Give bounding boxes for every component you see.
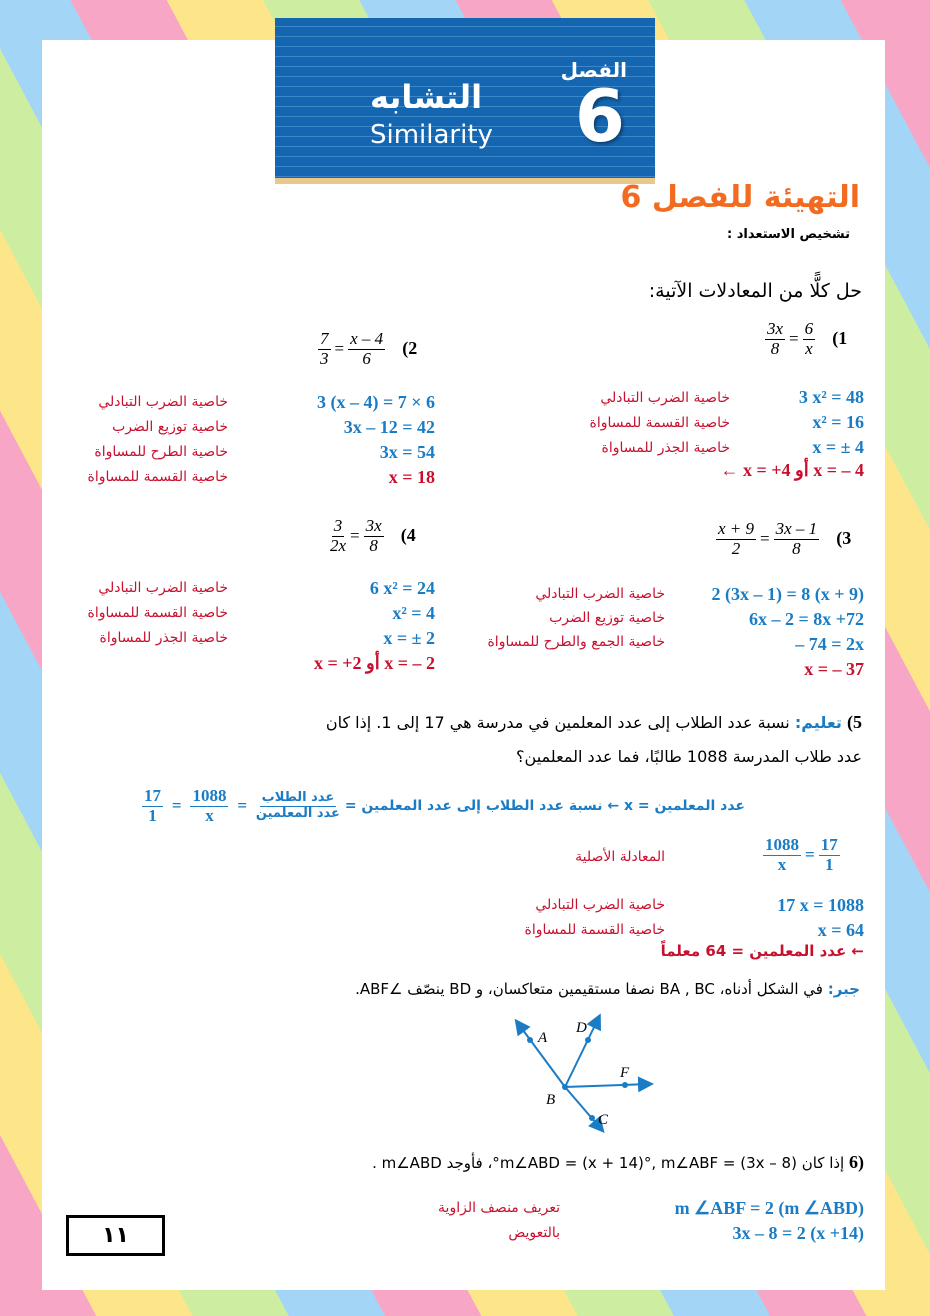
chapter-number: 6 bbox=[574, 74, 625, 158]
point-a: A bbox=[538, 1030, 548, 1046]
problem-1-labels: خاصية الضرب التبادلي خاصية القسمة للمساواة خاصية الجذر للمساواة bbox=[589, 390, 730, 456]
problem-5-text: 5) تعليم: نسبة عدد الطلاب إلى عدد المعلمين في مدرسة هي 17 إلى 1. إذا كان عدد طلاب المدرسة 1088 طالبًا، فما عدد المعلمين؟ bbox=[325, 712, 862, 766]
problem-4-equation: $\frac{3}{2x}$ = $\frac{3x}{8}$ (4 bbox=[330, 516, 416, 555]
chapter-banner bbox=[275, 18, 655, 184]
problem-5-labels: خاصية الضرب التبادلي خاصية القسمة للمساواة bbox=[524, 897, 665, 938]
ray-bf bbox=[565, 1084, 650, 1087]
problem-2-labels: خاصية الضرب التبادلي خاصية توزيع الضرب خاصية الطرح للمساواة خاصية القسمة للمساواة bbox=[87, 394, 228, 485]
chapter-title-ar: التشابه bbox=[370, 78, 483, 116]
section-heading: التهيئة للفصل 6 bbox=[620, 180, 860, 215]
point-c: C bbox=[598, 1112, 609, 1128]
problem-5-ratio: عدد المعلمين = x ← نسبة عدد الطلاب إلى عدد المعلمين = $\frac{\text{عدد الطلاب}}{\text{عدد المعلمين}}$ = $\frac{1088}{x}$ = $\frac{17}{1}$ bbox=[144, 786, 745, 825]
problem-4-labels: خاصية الضرب التبادلي خاصية القسمة للمساواة خاصية الجذر للمساواة bbox=[87, 580, 228, 646]
instruction: حل كلًّا من المعادلات الآتية: bbox=[648, 280, 862, 302]
problem-1-steps: 3 x² = 48 x² = 16 x = ± 4 bbox=[798, 387, 864, 457]
problem-6-steps: m ∠ABF = 2 (m ∠ABD) 3x – 8 = 2 (x +14) bbox=[674, 1198, 864, 1243]
chapter-label: الفصل bbox=[560, 58, 627, 82]
point-f: F bbox=[620, 1065, 630, 1081]
problem-5-original-label: المعادلة الأصلية bbox=[575, 849, 665, 865]
page-number: ١١ bbox=[66, 1215, 165, 1256]
point-d: D bbox=[576, 1020, 587, 1036]
problem-2-equation: $\frac{7}{3}$ = $\frac{x - 4}{6}$ (2 bbox=[320, 329, 418, 368]
problem-6-question: (6 إذا كان m∠ABD = (x + 14)°, m∠ABF = (3x – 8)°، فأوجد m∠ABD . bbox=[372, 1152, 864, 1172]
problem-6-intro: جبر: في الشكل أدناه، BA , BC نصفا مستقيمين متعاكسان، و BD ينصّف ∠ABF. bbox=[355, 980, 860, 998]
point-b: B bbox=[546, 1092, 556, 1108]
problem-3-equation: $\frac{x + 9}{2}$ = $\frac{3x - 1}{8}$ (3 bbox=[718, 519, 852, 558]
section-subtitle: تشخيص الاستعداد : bbox=[727, 227, 850, 242]
problem-1-equation: $\frac{3x}{8}$ = $\frac{6}{x}$ (1 bbox=[767, 319, 848, 358]
problem-3-labels: خاصية الضرب التبادلي خاصية توزيع الضرب خاصية الجمع والطرح للمساواة bbox=[487, 586, 665, 650]
problem-4-steps: 6 x² = 24 x² = 4 x = ± 2 x = – 2 أو x = +2 bbox=[314, 578, 435, 673]
problem-5-equation: $\frac{1088}{x}$ = $\frac{17}{1}$ bbox=[765, 835, 838, 874]
problem-3-steps: 2 (3x – 1) = 8 (x + 9) 6x – 2 = 8x +72 – 74 = 2x x = – 37 bbox=[711, 584, 864, 679]
problem-6-labels: تعريف منصف الزاوية بالتعويض bbox=[438, 1200, 560, 1241]
problem-2-steps: 3 (x – 4) = 7 × 6 3x – 12 = 42 3x = 54 x = 18 bbox=[316, 392, 435, 487]
ray-bc bbox=[565, 1087, 602, 1130]
problem-5-steps: 17 x = 1088 x = 64 bbox=[777, 895, 864, 940]
problem-5-answer: ← عدد المعلمين = 64 معلماً bbox=[660, 942, 864, 960]
problem-1-answer: x = – 4 أو x = +4 ← bbox=[720, 460, 864, 480]
chapter-title-en: Similarity bbox=[370, 120, 493, 150]
angle-diagram bbox=[500, 1012, 670, 1152]
